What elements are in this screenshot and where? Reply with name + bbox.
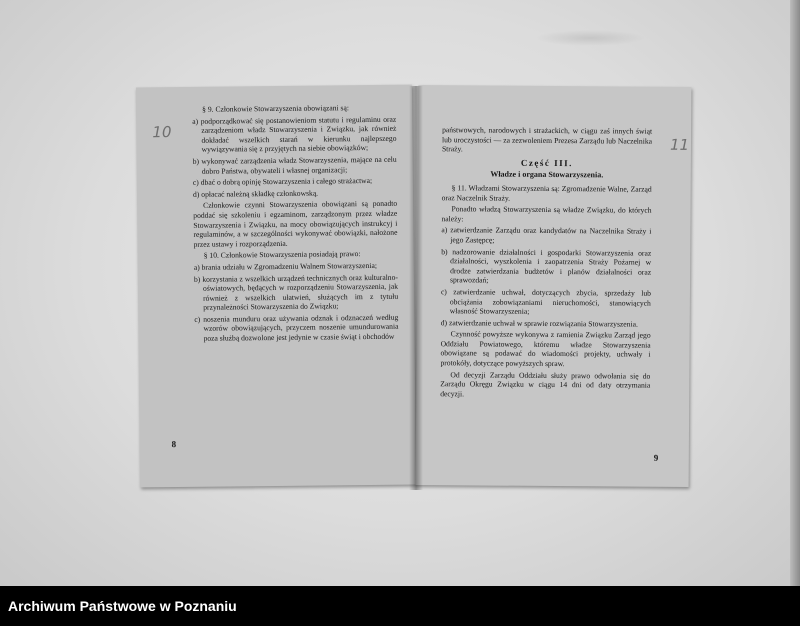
paragraph: b) korzystania z wszelkich urządzeń technicznych oraz kulturalno-oświatowych, będących w rozporządzeniu Stowarzyszenia, jak również z wszelkich ułatwień, służących im z tytułu przynależności Stowarzyszenia do Związku;: [193, 272, 399, 313]
paragraph: c) zatwierdzanie uchwał, dotyczących zbycia, sprzedaży lub obciążania zobowiązaniami nieruchomości, stanowiących własność Stowarzyszenia;: [440, 287, 651, 316]
left-page-text: [192, 103, 399, 346]
paragraph: państwowych, narodowych i strażackich, w ciągu zaś innych świąt lub uroczystości — za zezwoleniem Prezesa Zarządu lub Naczelnika Straży.: [441, 125, 653, 154]
book-gutter: [409, 86, 423, 490]
paragraph: a) zatwierdzanie Zarządu oraz kandydatów na Naczelnika Straży i jego Zastępcę;: [441, 225, 652, 245]
paragraph: d) opłacać należną składkę członkowską.: [192, 188, 319, 199]
part-title: Część III.: [520, 157, 573, 168]
photo-edge: [790, 0, 800, 586]
handwritten-page-number: 10: [152, 123, 172, 142]
paragraph: § 10. Członkowie Stowarzyszenia posiadają prawo:: [203, 249, 361, 261]
right-page: [416, 85, 692, 487]
left-page: [136, 85, 416, 488]
right-page-text: [440, 125, 652, 402]
paragraph: b) nadzorowanie działalności i gospodarki Stowarzyszenia oraz działalności, wyszkolenia i zaopatrzenia Straży Pożarnej w drodze zatwierdzania budżetów i planów działalności oraz sprawozdań;: [441, 246, 652, 285]
page-number: 9: [653, 452, 659, 463]
paragraph: Ponadto władzą Stowarzyszenia są władze Związku, do których należy:: [441, 204, 652, 224]
paragraph: Czynność powyższe wykonywa z ramienia Związku Zarząd jego Oddziału Powiatowego, któremu władze Stowarzyszenia obowiązane są podawać do wiadomości projekty, uchwały i protokóły, dotyczące powyższych spraw.: [440, 329, 651, 369]
part-subtitle: Władze i organa Stowarzyszenia.: [490, 169, 604, 180]
paragraph: b) wykonywać zarządzenia władz Stowarzyszenia, mające na celu dobro Państwa, obywateli i własnej organizacji;: [192, 154, 397, 176]
paragraph: § 9. Członkowie Stowarzyszenia obowiązani są:: [202, 103, 349, 114]
open-booklet: [138, 86, 694, 494]
paragraph: Członkowie czynni Stowarzyszenia obowiązani są ponadto poddać się szkoleniu i egzaminom, zarządzonym przez władze Stowarzyszenia i Związku, na mocy obowiązujących instrukcyj i regulaminów, a w szczególności wykonywać obowiązki, nałożone przez ustawy i rozporządzenia.: [193, 199, 398, 249]
paragraph: a) podporządkować się postanowieniom statutu i regulaminu oraz zarządzeniom władz Stowarzyszenia i Związku, jak również dokładać wszelkich starań w kierunku najlepszego wywiązywania się z przyjętych na siebie obowiązków;: [192, 114, 397, 155]
film-smudge: [535, 30, 645, 46]
paragraph: d) zatwierdzanie uchwał w sprawie rozwiązania Stowarzyszenia.: [440, 317, 638, 329]
handwritten-page-number: 11: [669, 135, 690, 154]
archive-caption: Archiwum Państwowe w Poznaniu: [8, 598, 237, 614]
paragraph: c) dbać o dobrą opinję Stowarzyszenia i całego strażactwa;: [192, 176, 373, 188]
paragraph: § 11. Władzami Stowarzyszenia są: Zgromadzenie Walne, Zarząd oraz Naczelnik Straży.: [441, 183, 652, 203]
paragraph: c) noszenia munduru oraz używania odznak i odznaczeń według wzorów obowiązujących, przyczem noszenie umundurowania poza służbą dozwolone jest jedynie w czasie świąt i obchodów: [194, 312, 399, 343]
paragraph: a) brania udziału w Zgromadzeniu Walnem Stowarzyszenia;: [193, 260, 377, 272]
paragraph: Od decyzji Zarządu Oddziału służy prawo odwołania się do Zarządu Okręgu Związku w ciągu 14 dni od daty otrzymania decyzji.: [440, 369, 651, 399]
page-number: 8: [171, 439, 177, 450]
